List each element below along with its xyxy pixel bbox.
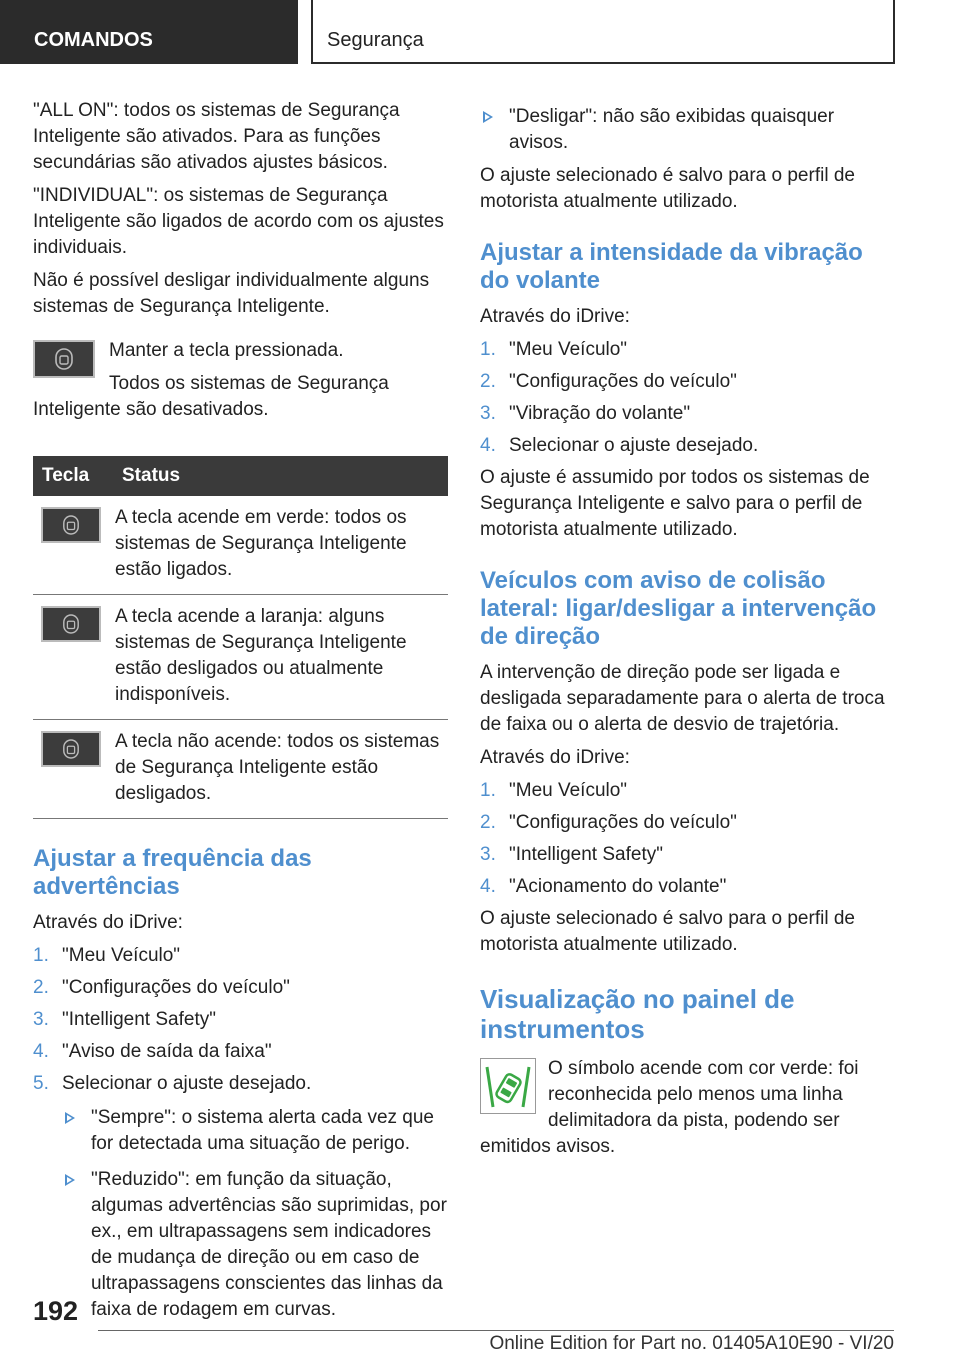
left-column bbox=[33, 98, 448, 1333]
steps-list bbox=[480, 778, 895, 900]
sub-list bbox=[62, 1105, 448, 1323]
triangle-bullet-icon bbox=[65, 1112, 75, 1124]
paragraph-individual: "INDIVIDUAL": os sistemas de Segurança Inteligente são ligados de acordo com os ajustes individuais. bbox=[33, 185, 444, 258]
lane-departure-green-icon bbox=[480, 1058, 536, 1114]
table-row bbox=[33, 496, 448, 595]
right-column bbox=[480, 104, 895, 1167]
list-item: 3. "Intelligent Safety" bbox=[33, 1009, 216, 1030]
hold-key-result: Todos os sistemas de Segurança Inteligente são desativados. bbox=[33, 373, 389, 420]
via-idrive: Através do iDrive: bbox=[480, 747, 630, 768]
sub-list bbox=[480, 104, 895, 156]
paragraph-assumed: O ajuste é assumido por todos os sistemas de Segurança Inteligente e salvo para o perfil de motorista atualmente utilizado. bbox=[480, 467, 870, 540]
key-status-table bbox=[33, 456, 448, 819]
paragraph-steering-intervention: A intervenção de direção pode ser ligada e desligada separadamente para o alerta de troca de faixa ou o alerta de desvio de trajetória. bbox=[480, 662, 885, 735]
triangle-bullet-icon bbox=[65, 1174, 75, 1186]
hold-key-instruction: Manter a tecla pressionada. bbox=[109, 340, 344, 361]
list-item: 3. "Intelligent Safety" bbox=[480, 844, 663, 865]
list-item: 5. Selecionar o ajuste desejado. "Sempre": o sistema alerta cada vez que for detectada uma situação de perigo. "Reduzido": em função da situação, algumas advertências são suprimidas, por ex., em ultrapassagens sem indicadores de mudança de direção ou em caso de ultrapassagens conscientes das linhas da faixa de rodagem em curvas. bbox=[33, 1071, 448, 1323]
list-item: 4. Selecionar o ajuste desejado. bbox=[480, 435, 759, 456]
steps-list bbox=[480, 337, 895, 459]
header-section: COMANDOS bbox=[0, 0, 298, 64]
list-item: 2. "Configurações do veículo" bbox=[33, 977, 290, 998]
via-idrive: Através do iDrive: bbox=[480, 306, 630, 327]
heading-wheel-vibration: Ajustar a intensidade da vibração do volante bbox=[480, 239, 863, 294]
page-number: 192 bbox=[33, 1296, 79, 1326]
heading-side-collision: Veículos com aviso de colisão lateral: ligar/desligar a intervenção de direção bbox=[480, 567, 877, 650]
status-text: A tecla acende a laranja: alguns sistemas de Segurança Inteligente estão desligados ou atualmente indisponíveis. bbox=[113, 595, 448, 720]
steps-list bbox=[33, 943, 448, 1326]
safety-key-orange-icon bbox=[41, 606, 101, 642]
list-item: 1. "Meu Veículo" bbox=[480, 339, 628, 360]
heading-instrument-display: Visualização no painel de instrumentos bbox=[480, 984, 795, 1044]
list-item: 1. "Meu Veículo" bbox=[33, 945, 181, 966]
status-text: A tecla não acende: todos os sistemas de Segurança Inteligente estão desligados. bbox=[113, 720, 448, 819]
paragraph-symbol: O símbolo acende com cor verde: foi reconhecida pelo menos uma linha delimitadora da pista, podendo ser emitidos avisos. bbox=[480, 1058, 859, 1157]
header-topic: Segurança bbox=[311, 0, 895, 64]
list-item: 2. "Configurações do veículo" bbox=[480, 371, 737, 392]
table-row bbox=[33, 595, 448, 720]
list-item: 4. "Aviso de saída da faixa" bbox=[33, 1041, 272, 1062]
paragraph-all-on: "ALL ON": todos os sistemas de Segurança Inteligente são ativados. Para as funções secundárias são ativados ajustes básicos. bbox=[33, 100, 400, 173]
hold-key-block bbox=[33, 338, 448, 430]
footer-edition: Online Edition for Part no. 01405A10E90 - VI/20 bbox=[489, 1333, 894, 1354]
paragraph-saved: O ajuste selecionado é salvo para o perfil de motorista atualmente utilizado. bbox=[480, 165, 855, 212]
table-header-status: Status bbox=[113, 456, 448, 496]
table-row bbox=[33, 720, 448, 819]
paragraph-saved: O ajuste selecionado é salvo para o perfil de motorista atualmente utilizado. bbox=[480, 908, 855, 955]
paragraph-not-possible: Não é possível desligar individualmente alguns sistemas de Segurança Inteligente. bbox=[33, 270, 430, 317]
sub-item: "Reduzido": em função da situação, algumas advertências são suprimidas, por ex., em ultrapassagens sem indicadores de mudança de direção ou em caso de ultrapassagens conscientes das linhas da faixa de rodagem em curvas. bbox=[62, 1167, 448, 1323]
triangle-bullet-icon bbox=[483, 111, 493, 123]
sub-item: "Desligar": não são exibidas quaisquer avisos. bbox=[480, 104, 895, 156]
safety-key-green-icon bbox=[41, 507, 101, 543]
table-header-key: Tecla bbox=[33, 456, 113, 496]
list-item: 3. "Vibração do volante" bbox=[480, 403, 691, 424]
list-item: 2. "Configurações do veículo" bbox=[480, 812, 737, 833]
lane-icon-block bbox=[480, 1056, 895, 1167]
via-idrive: Através do iDrive: bbox=[33, 912, 183, 933]
safety-key-off-icon bbox=[41, 731, 101, 767]
status-text: A tecla acende em verde: todos os sistemas de Segurança Inteligente estão ligados. bbox=[113, 496, 448, 595]
list-item: 4. "Acionamento do volante" bbox=[480, 876, 727, 897]
sub-item: "Sempre": o sistema alerta cada vez que for detectada uma situação de perigo. bbox=[62, 1105, 448, 1157]
safety-key-icon bbox=[33, 340, 95, 378]
list-item: 1. "Meu Veículo" bbox=[480, 780, 628, 801]
heading-warning-frequency: Ajustar a frequência das advertências bbox=[33, 845, 312, 900]
